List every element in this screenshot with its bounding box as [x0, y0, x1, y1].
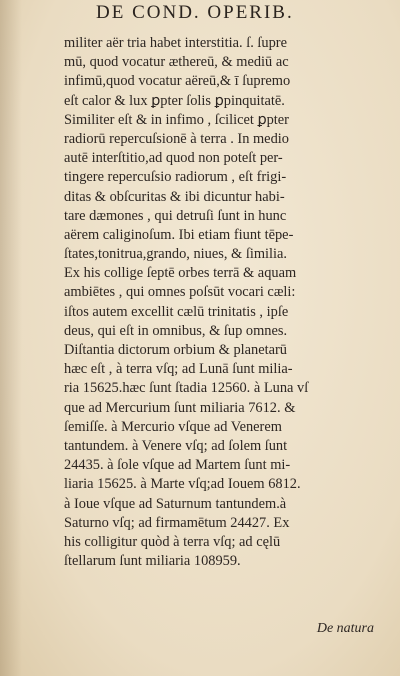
catchword: De natura: [316, 621, 374, 636]
text-line: deus, qui eſt in omnibus, & ſup omnes.: [64, 322, 288, 339]
running-header: DE COND. OPERIB.: [96, 2, 294, 23]
text-line: 24435. à ſole vſque ad Martem ſunt mi-: [64, 457, 291, 474]
text-line: tingere repercuſsio radiorum , eſt frigi-: [64, 169, 287, 186]
text-line: autē interſtitio,ad quod non poteſt per-: [64, 150, 283, 167]
text-line: ria 15625.hæc ſunt ſtadia 12560. à Luna vſ: [64, 380, 309, 397]
text-line: militer aër tria habet interstitia. ſ. ſupre: [64, 35, 287, 51]
text-line: Saturno vſq; ad firmamētum 24427. Ex: [64, 514, 290, 531]
text-line: ambiētes , qui omnes poſsūt vocari cæli:: [64, 284, 296, 301]
text-line: que ad Mercurium ſunt miliaria 7612. &: [64, 399, 296, 416]
text-line: tare dæmones , qui detruſi ſunt in hunc: [64, 207, 287, 224]
text-line: liaria 15625. à Marte vſq;ad Iouem 6812.: [64, 476, 301, 493]
text-line: eſt calor & lux ꝑpter ſolis ꝑpinquitatē.: [64, 92, 285, 109]
text-line: tantundem. à Venere vſq; ad ſolem ſunt: [64, 437, 288, 454]
text-line: aërem caliginoſum. Ibi etiam fiunt tēpe-: [64, 226, 294, 243]
text-line: infimū,quod vocatur aëreū,& ī ſupremo: [64, 73, 291, 90]
text-line: his colligitur quòd à terra vſq; ad cęlū: [64, 533, 281, 550]
text-line: Diſtantia dictorum orbium & planetarū: [64, 342, 287, 358]
text-line: hæc eſt , à terra vſq; ad Lunā ſunt milia-: [64, 361, 293, 378]
text-line: radiorū repercuſsionē à terra . In medio: [64, 130, 289, 147]
binding-shadow: [0, 0, 22, 676]
text-line: ſtellarum ſunt miliaria 108959.: [64, 553, 241, 570]
text-line: mū, quod vocatur æthereū, & mediū ac: [64, 54, 289, 71]
text-line: ſemiſſe. à Mercurio vſque ad Venerem: [64, 418, 282, 435]
text-line: Similiter eſt & in infimo , ſcilicet ꝑpter: [64, 111, 289, 128]
text-line: ſtates,tonitrua,grando, niues, & ſimilia.: [64, 246, 288, 263]
text-line: Ex his collige ſeptē orbes terrā & aquam: [64, 265, 297, 282]
text-line: ditas & obſcuritas & ibi dicuntur habi-: [64, 188, 285, 205]
text-line: à Ioue vſque ad Saturnum tantundem.à: [64, 495, 287, 512]
text-line: iſtos autem excellit cælū trinitatis , ipſe: [64, 303, 289, 320]
body-text: [64, 34, 380, 571]
